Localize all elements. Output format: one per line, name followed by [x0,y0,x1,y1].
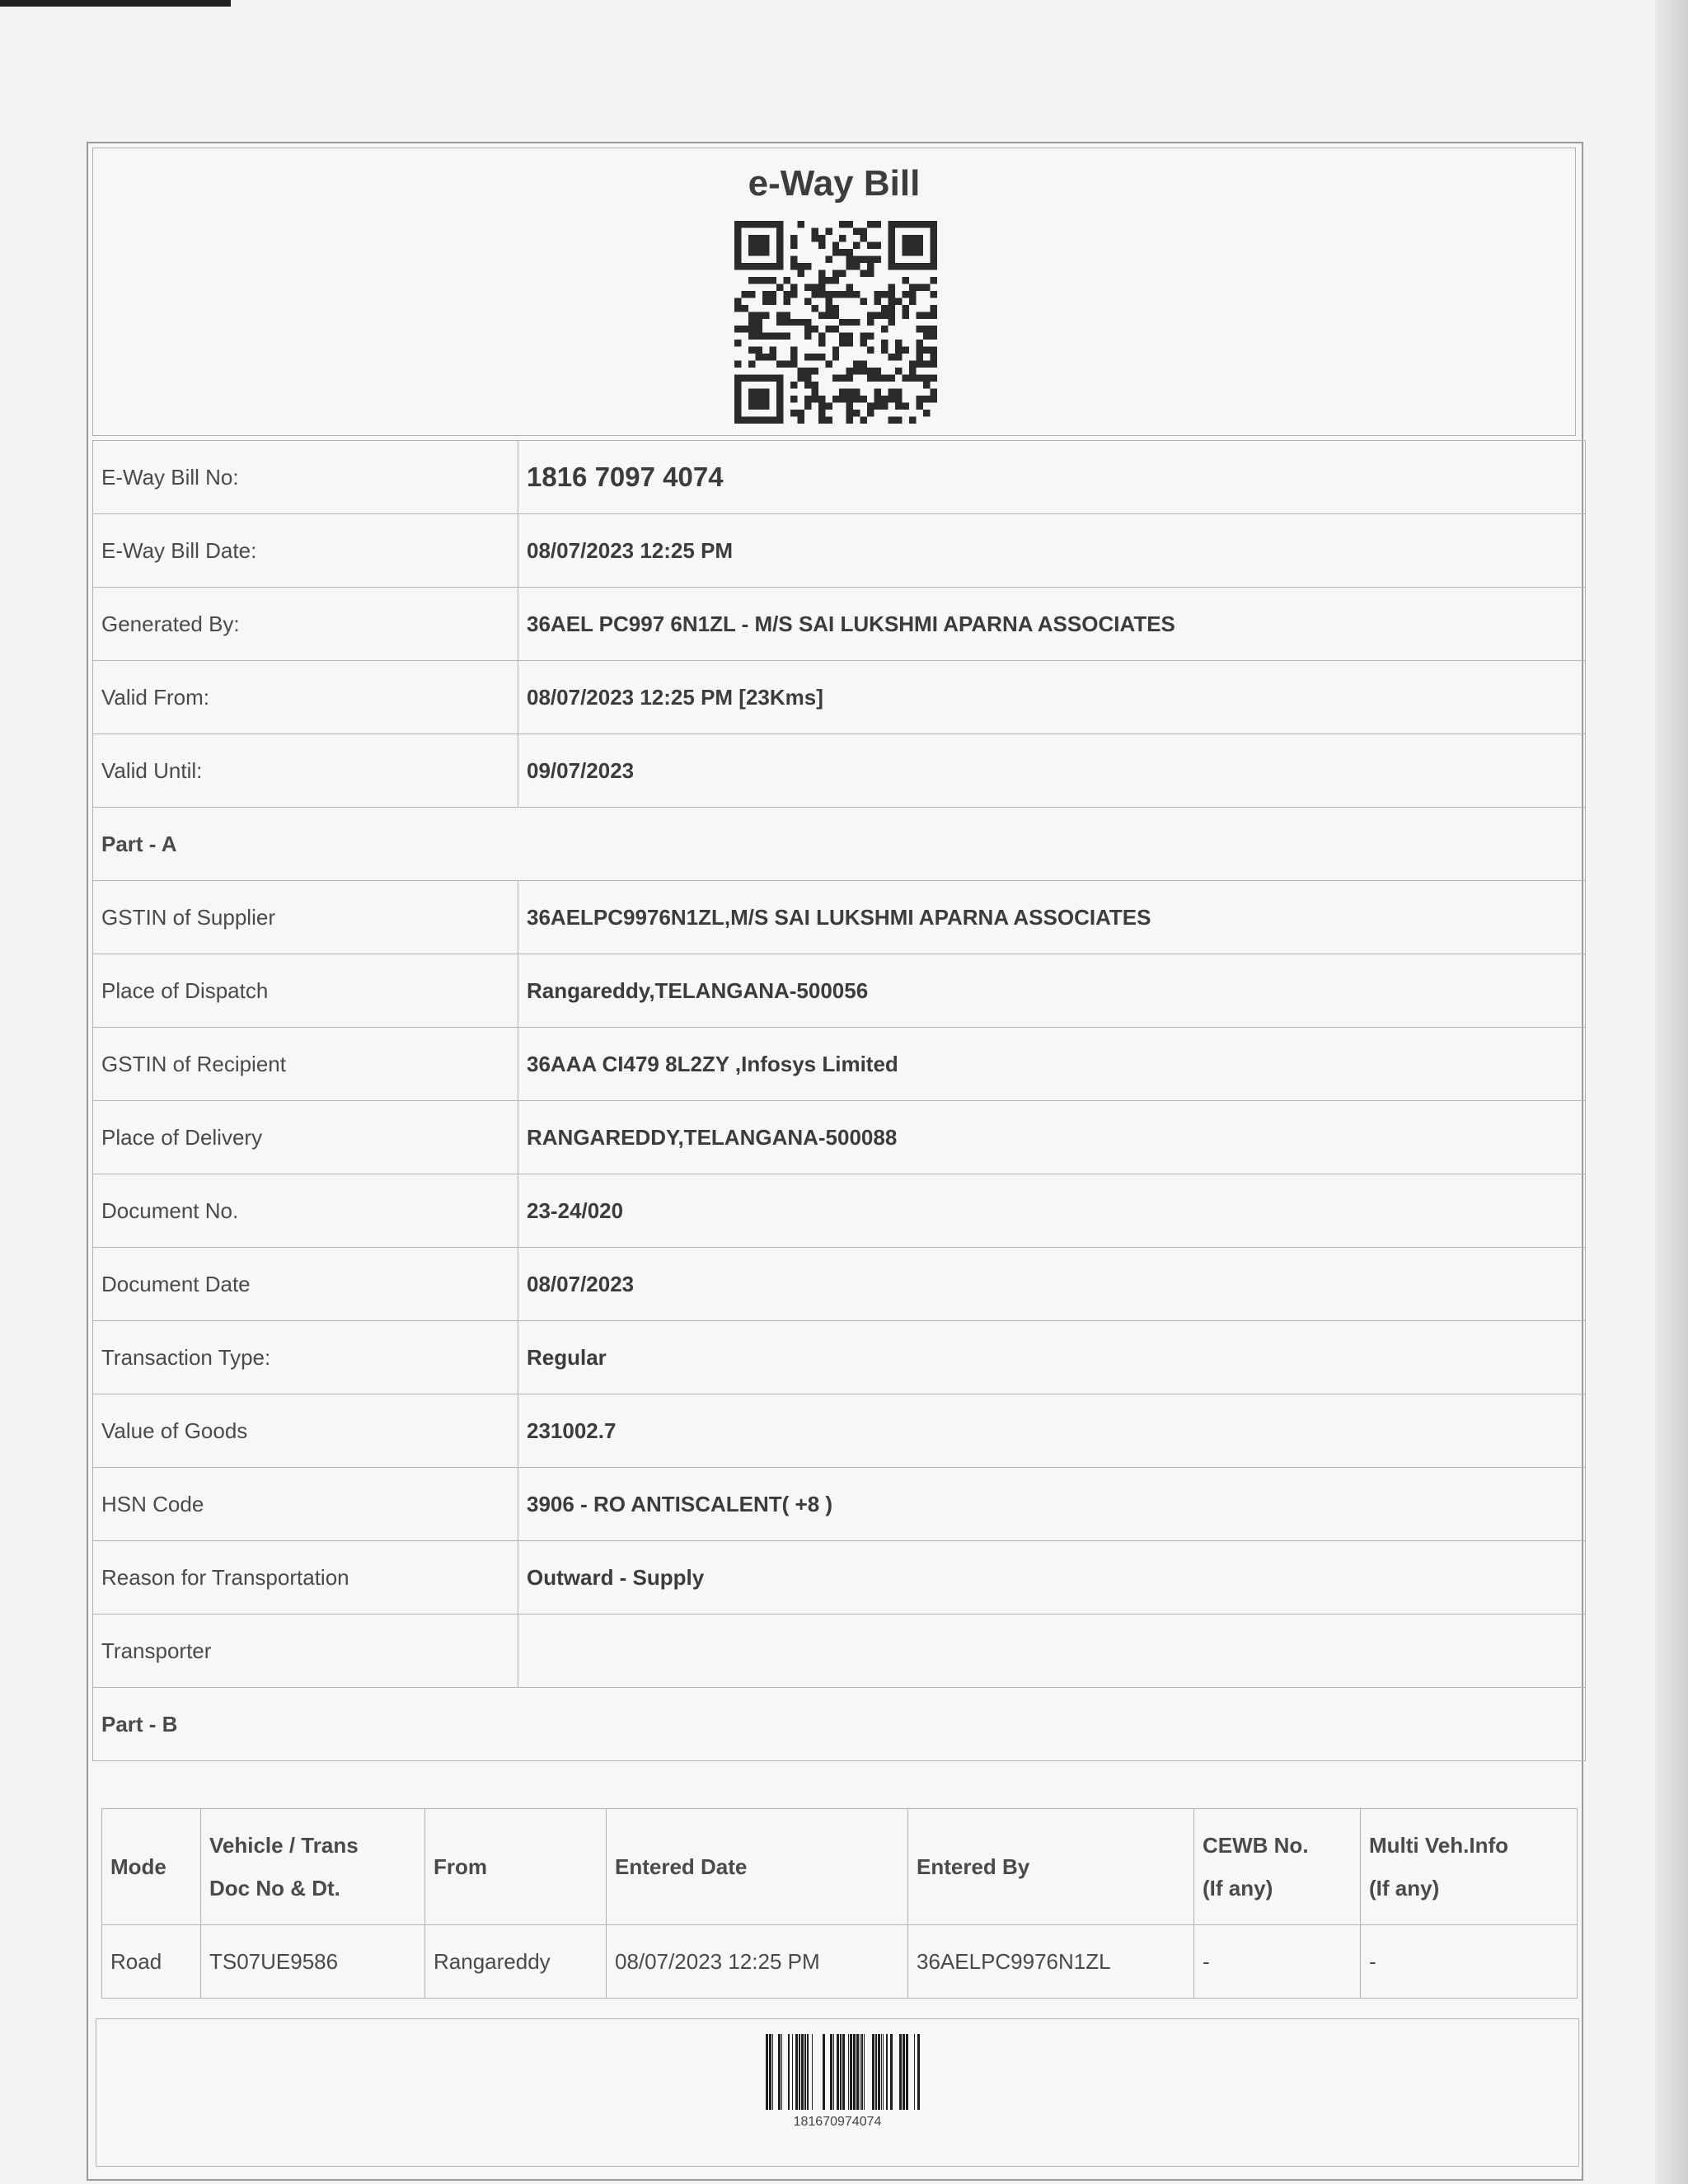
label-hsn-code: HSN Code [93,1468,518,1541]
value-value-of-goods: 231002.7 [518,1394,1586,1468]
cell-vehicle: TS07UE9586 [201,1925,425,1999]
col-header-vehicle [201,1809,425,1925]
col-header-entered-date [607,1809,908,1925]
value-transporter [518,1615,1586,1688]
label-valid-from: Valid From: [93,661,518,734]
scan-edge-right [1655,0,1688,2184]
barcode-icon [766,2034,922,2110]
row-value-of-goods [93,1394,1586,1468]
cell-multi-veh: - [1361,1925,1578,1999]
row-gstin-recipient [93,1028,1586,1101]
value-valid-until: 09/07/2023 [518,734,1586,808]
label-value-of-goods: Value of Goods [93,1394,518,1468]
barcode-number: 181670974074 [793,2115,882,2129]
details-table [92,440,1586,1761]
value-gstin-recipient: 36AAA CI479 8L2ZY ,Infosys Limited [518,1028,1586,1101]
part-b-row [102,1925,1578,1999]
row-eway-bill-date [93,514,1586,588]
col-header-line1: Multi Veh.Info [1369,1833,1508,1858]
label-transporter: Transporter [93,1615,518,1688]
value-transaction-type: Regular [518,1321,1586,1394]
label-transaction-type: Transaction Type: [93,1321,518,1394]
col-header-line2: Doc No & Dt. [209,1876,340,1900]
col-header-line1: Entered Date [615,1854,748,1879]
row-part-a-heading [93,808,1586,881]
scan-edge-top [0,0,231,7]
label-reason-transportation: Reason for Transportation [93,1541,518,1615]
value-reason-transportation: Outward - Supply [518,1541,1586,1615]
row-generated-by [93,588,1586,661]
row-transaction-type [93,1321,1586,1394]
value-place-of-delivery: RANGAREDDY,TELANGANA-500088 [518,1101,1586,1174]
label-gstin-recipient: GSTIN of Recipient [93,1028,518,1101]
label-valid-until: Valid Until: [93,734,518,808]
col-header-line1: Mode [110,1854,166,1879]
header-box [92,148,1576,436]
col-header-line2: (If any) [1369,1876,1440,1900]
qr-code-icon [734,221,937,424]
label-gstin-supplier: GSTIN of Supplier [93,881,518,954]
row-document-no [93,1174,1586,1248]
value-place-of-dispatch: Rangareddy,TELANGANA-500056 [518,954,1586,1028]
row-eway-bill-no [93,441,1586,514]
value-eway-bill-no: 1816 7097 4074 [518,441,1586,514]
col-header-line1: From [434,1854,487,1879]
document-title: e-Way Bill [748,163,921,204]
cell-cewb: - [1194,1925,1361,1999]
row-place-of-dispatch [93,954,1586,1028]
row-gstin-supplier [93,881,1586,954]
row-part-b-heading [93,1688,1586,1761]
label-eway-bill-date: E-Way Bill Date: [93,514,518,588]
value-document-no: 23-24/020 [518,1174,1586,1248]
barcode-box [96,2018,1579,2167]
row-transporter [93,1615,1586,1688]
label-document-no: Document No. [93,1174,518,1248]
value-valid-from: 08/07/2023 12:25 PM [23Kms] [518,661,1586,734]
row-valid-from [93,661,1586,734]
col-header-line1: Entered By [917,1854,1030,1879]
value-gstin-supplier: 36AELPC9976N1ZL,M/S SAI LUKSHMI APARNA ASSOCIATES [518,881,1586,954]
row-reason-transportation [93,1541,1586,1615]
part-b-table [101,1808,1578,1999]
part-b-header-row [102,1809,1578,1925]
col-header-multi-veh [1361,1809,1578,1925]
col-header-cewb [1194,1809,1361,1925]
value-hsn-code: 3906 - RO ANTISCALENT( +8 ) [518,1468,1586,1541]
col-header-line1: Vehicle / Trans [209,1833,359,1858]
label-place-of-delivery: Place of Delivery [93,1101,518,1174]
cell-entered-date: 08/07/2023 12:25 PM [607,1925,908,1999]
eway-bill-sheet [87,142,1583,2181]
value-generated-by: 36AEL PC997 6N1ZL - M/S SAI LUKSHMI APARNA ASSOCIATES [518,588,1586,661]
col-header-mode [102,1809,201,1925]
row-valid-until [93,734,1586,808]
part-a-heading: Part - A [93,808,1586,881]
label-place-of-dispatch: Place of Dispatch [93,954,518,1028]
cell-from: Rangareddy [425,1925,607,1999]
cell-mode: Road [102,1925,201,1999]
label-document-date: Document Date [93,1248,518,1321]
part-b-heading: Part - B [93,1688,1586,1761]
label-generated-by: Generated By: [93,588,518,661]
row-hsn-code [93,1468,1586,1541]
col-header-line2: (If any) [1203,1876,1273,1900]
col-header-from [425,1809,607,1925]
col-header-line1: CEWB No. [1203,1833,1309,1858]
label-eway-bill-no: E-Way Bill No: [93,441,518,514]
row-document-date [93,1248,1586,1321]
row-place-of-delivery [93,1101,1586,1174]
cell-entered-by: 36AELPC9976N1ZL [908,1925,1194,1999]
col-header-entered-by [908,1809,1194,1925]
value-document-date: 08/07/2023 [518,1248,1586,1321]
value-eway-bill-date: 08/07/2023 12:25 PM [518,514,1586,588]
